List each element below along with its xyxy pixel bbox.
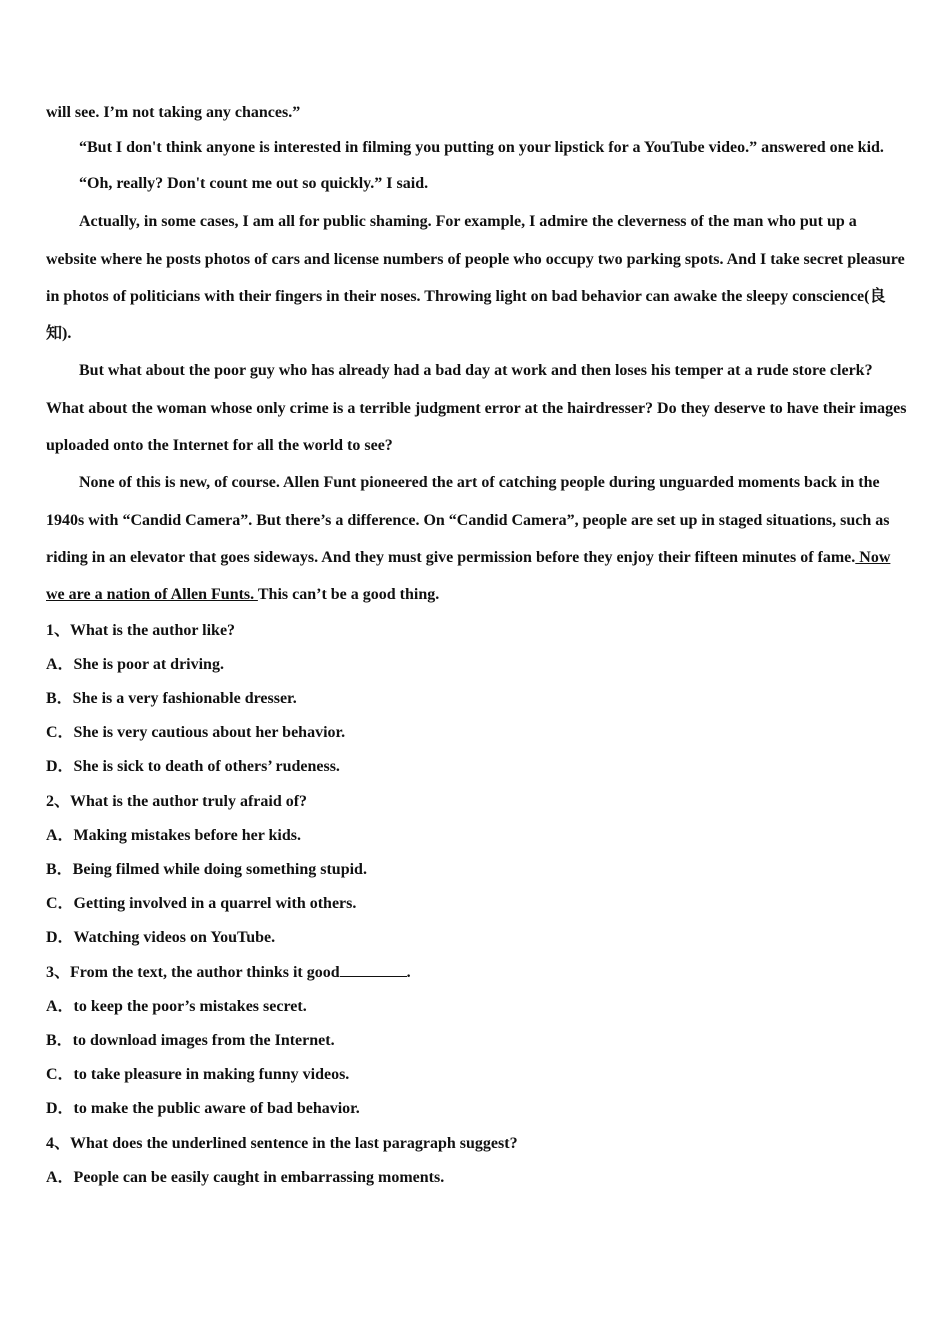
option-a: A．Making mistakes before her kids.: [46, 826, 301, 844]
question-stem: 1、What is the author like?: [46, 621, 236, 639]
question-1: [46, 614, 908, 785]
option-a: A．She is poor at driving.: [46, 655, 224, 673]
question-stem: 4、What does the underlined sentence in the last paragraph suggest?: [46, 1134, 518, 1152]
answer-blank: [340, 962, 407, 977]
passage-paragraph-5: [46, 464, 908, 613]
question-stem-text: 3、From the text, the author thinks it good: [46, 963, 340, 981]
option-c: C．She is very cautious about her behavior.: [46, 724, 346, 742]
passage-paragraph-3: Actually, in some cases, I am all for public shaming. For example, I admire the cleverness of the man who put up a website where he posts photos of cars and license numbers of people who occupy two parking spots. And I take secret pleasure in photos of politicians with their fingers in their noses. Throwing light on bad behavior can awake the sleepy conscience(良知).: [46, 213, 905, 343]
passage-paragraph-1: “But I don't think anyone is interested in filming you putting on your lipstick for a YouTube video.” answered one kid.: [79, 139, 884, 156]
paragraph-5-text-start: None of this is new, of course. Allen Funt pioneered the art of catching people during unguarded moments back in the 1940s with “Candid Camera”. But there’s a difference. On “Candid Camera”, people are set up in staged situations, such as riding in an elevator that goes sideways. And they must give permission before they enjoy their fifteen minutes of fame.: [46, 474, 890, 566]
option-d: D．Watching videos on YouTube.: [46, 929, 276, 947]
option-c: C．to take pleasure in making funny videos.: [46, 1066, 350, 1084]
option-d: D．to make the public aware of bad behavior.: [46, 1100, 360, 1118]
option-d: D．She is sick to death of others’ rudeness.: [46, 758, 340, 776]
paragraph-5-text-end: This can’t be a good thing.: [257, 586, 440, 604]
question-2: [46, 785, 908, 956]
option-b: B．She is a very fashionable dresser.: [46, 689, 297, 707]
option-c: C．Getting involved in a quarrel with others.: [46, 895, 357, 913]
question-stem-end: .: [406, 963, 411, 981]
question-4: [46, 1127, 908, 1195]
option-b: B．Being filmed while doing something stupid.: [46, 860, 367, 878]
option-b: B．to download images from the Internet.: [46, 1032, 335, 1049]
passage-paragraph-4: But what about the poor guy who has already had a bad day at work and then loses his temper at a rude store clerk? What about the woman whose only crime is a terrible judgment error at the hairdresser? Do they deserve to have their images uploaded onto the Internet for all the world to see?: [46, 362, 907, 455]
option-a: A．People can be easily caught in embarrassing moments.: [46, 1168, 445, 1186]
passage-paragraph-0: will see. I’m not taking any chances.”: [46, 104, 301, 121]
passage-paragraph-2: “Oh, really? Don't count me out so quickly.” I said.: [79, 175, 429, 193]
document-page: [46, 98, 908, 1195]
question-stem: 2、What is the author truly afraid of?: [46, 792, 308, 810]
option-a: A．to keep the poor’s mistakes secret.: [46, 997, 307, 1015]
underlined-sentence: Now we are a nation of Allen Funts.: [46, 548, 891, 604]
question-3: [46, 956, 908, 1127]
question-stem: [46, 956, 908, 990]
